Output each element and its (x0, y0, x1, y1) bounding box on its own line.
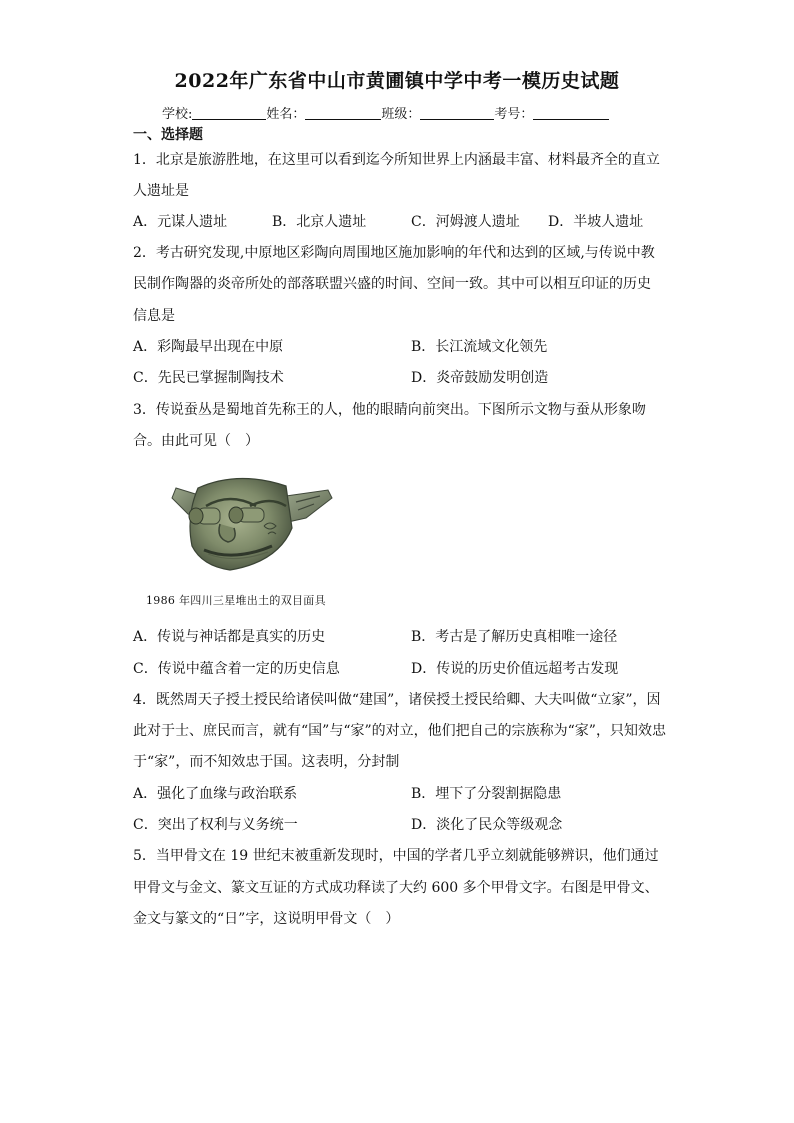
question-1-line-2: 人遗址是 (133, 183, 189, 199)
school-label: 学校: (162, 107, 193, 122)
question-2-option-d[interactable]: D．炎帝鼓励发明创造 (411, 370, 549, 386)
question-3-option-c[interactable]: C．传说中蕴含着一定的历史信息 (133, 661, 340, 677)
question-5-line-2: 甲骨文与金文、篆文互证的方式成功释读了大约 600 多个甲骨文字。右图是甲骨文、 (133, 880, 659, 896)
question-2-line-2: 民制作陶器的炎帝所处的部落联盟兴盛的时间、空间一致。其中可以相互印证的历史 (133, 276, 651, 292)
section-title: 一、选择题 (133, 127, 203, 143)
question-1-option-a[interactable]: A．元谋人遗址 (133, 214, 228, 230)
question-1-line-1: 1．北京是旅游胜地，在这里可以看到迄今所知世界上内涵最丰富、材料最齐全的直立 (133, 152, 660, 168)
question-2-line-3: 信息是 (133, 308, 175, 324)
question-4-option-a[interactable]: A．强化了血缘与政治联系 (133, 786, 298, 802)
question-2-option-a[interactable]: A．彩陶最早出现在中原 (133, 339, 284, 355)
name-blank[interactable] (305, 106, 381, 120)
question-2-option-c[interactable]: C．先民已掌握制陶技术 (133, 370, 284, 386)
question-2-option-b[interactable]: B．长江流域文化领先 (411, 339, 548, 355)
question-1-option-b[interactable]: B．北京人遗址 (272, 214, 367, 230)
question-4-line-3: 于“家”，而不知效忠于国。这表明，分封制 (133, 754, 400, 770)
question-3-option-d[interactable]: D．传说的历史价值远超考古发现 (411, 661, 619, 677)
student-info-row (162, 103, 609, 122)
question-2-line-1: 2．考古研究发现,中原地区彩陶向周围地区施加影响的年代和达到的区域,与传说中教 (133, 245, 655, 261)
name-label: 姓名： (266, 107, 306, 122)
question-4-line-1: 4．既然周天子授土授民给诸侯叫做“建国”，诸侯授土授民给卿、大夫叫做“立家”，因 (133, 692, 661, 708)
bronze-mask-image (168, 466, 334, 574)
figure-caption: 1986 年四川三星堆出土的双目面具 (146, 594, 326, 607)
question-4-option-b[interactable]: B．埋下了分裂割据隐患 (411, 786, 562, 802)
question-1-option-d[interactable]: D．半坡人遗址 (548, 214, 644, 230)
question-3-line-2: 合。由此可见（ ） (133, 433, 259, 449)
school-blank[interactable] (192, 106, 266, 120)
question-3-option-b[interactable]: B．考古是了解历史真相唯一途径 (411, 629, 618, 645)
question-1-option-c[interactable]: C．河姆渡人遗址 (411, 214, 520, 230)
exam-number-label: 考号： (494, 107, 534, 122)
exam-title: 2022年广东省中山市黄圃镇中学中考一模历史试题 (174, 70, 620, 92)
question-4-option-d[interactable]: D．淡化了民众等级观念 (411, 817, 563, 833)
question-4-option-c[interactable]: C．突出了权利与义务统一 (133, 817, 298, 833)
question-4-line-2: 此对于士、庶民而言，就有“国”与“家”的对立，他们把自己的宗族称为“家”，只知效忠 (133, 723, 666, 739)
question-5-line-3: 金文与篆文的“日”字，这说明甲骨文（ ） (133, 911, 400, 927)
class-blank[interactable] (420, 106, 494, 120)
question-3-line-1: 3．传说蚕丛是蜀地首先称王的人，他的眼睛向前突出。下图所示文物与蚕从形象吻 (133, 402, 646, 418)
question-5-line-1: 5．当甲骨文在 19 世纪末被重新发现时，中国的学者几乎立刻就能够辨识，他们通过 (133, 848, 659, 864)
exam-number-blank[interactable] (533, 106, 609, 120)
question-3-option-a[interactable]: A．传说与神话都是真实的历史 (133, 629, 326, 645)
class-label: 班级： (381, 107, 421, 122)
